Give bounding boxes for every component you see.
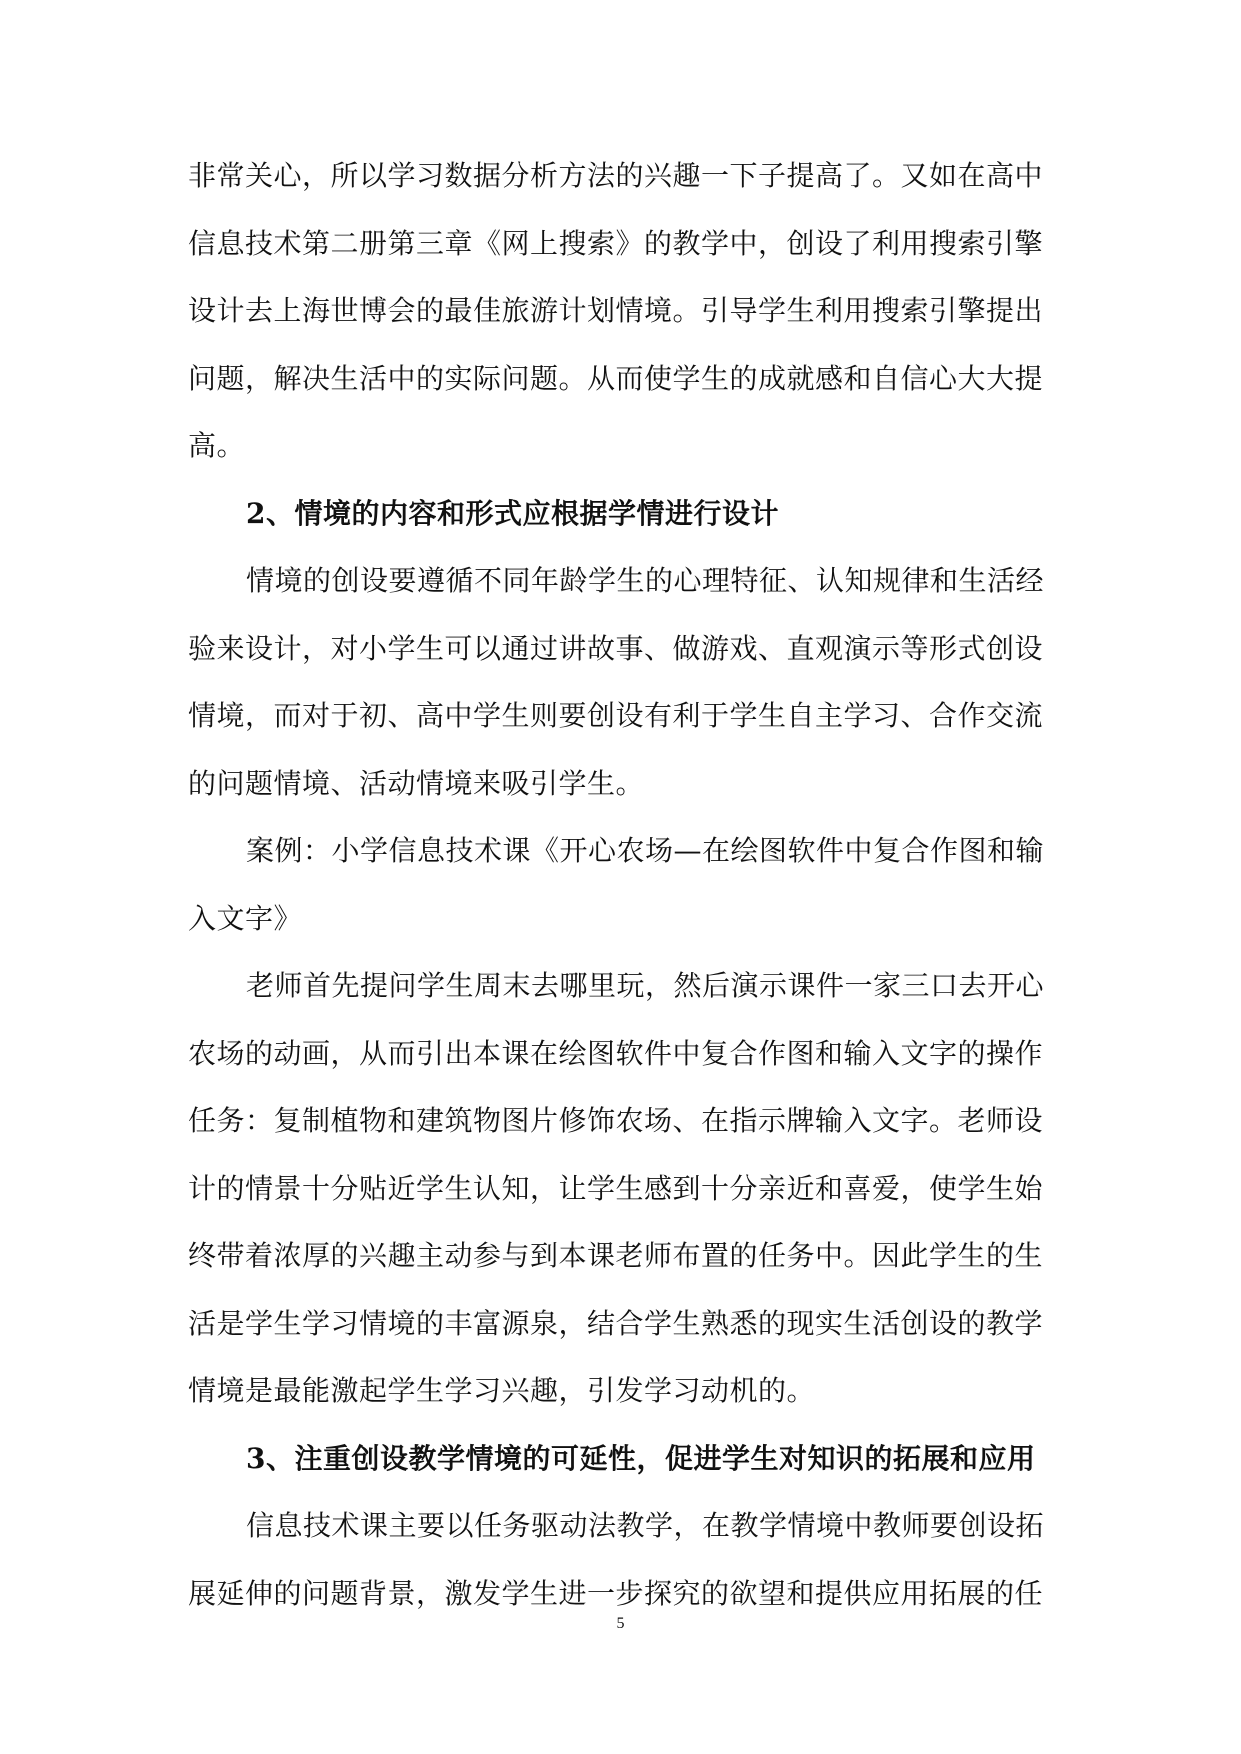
paragraph-line: 非常关心，所以学习数据分析方法的兴趣一下子提高了。又如在高中: [188, 159, 1044, 192]
paragraph-line: 展延伸的问题背景，激发学生进一步探究的欲望和提供应用拓展的任: [188, 1576, 1044, 1610]
page-number: 5: [616, 1615, 625, 1632]
paragraph-line: 信息技术第二册第三章《网上搜索》的教学中，创设了利用搜索引擎: [188, 226, 1044, 260]
section-heading-2: 2、情境的内容和形式应根据学情进行设计: [246, 496, 779, 530]
paragraph-line: 的问题情境、活动情境来吸引学生。: [188, 766, 645, 800]
paragraph-line: 问题，解决生活中的实际问题。从而使学生的成就感和自信心大大提: [188, 361, 1044, 395]
document-body: [188, 142, 1054, 1627]
paragraph-line: 高。: [188, 429, 246, 462]
paragraph-line: 任务：复制植物和建筑物图片修饰农场、在指示牌输入文字。老师设: [188, 1104, 1044, 1137]
paragraph-line: 老师首先提问学生周末去哪里玩，然后演示课件一家三口去开心: [246, 969, 1045, 1002]
paragraph-line: 验来设计，对小学生可以通过讲故事、做游戏、直观演示等形式创设: [188, 631, 1044, 665]
paragraph-line: 终带着浓厚的兴趣主动参与到本课老师布置的任务中。因此学生的生: [188, 1239, 1044, 1272]
paragraph-line: 农场的动画，从而引出本课在绘图软件中复合作图和输入文字的操作: [188, 1036, 1044, 1070]
paragraph-line: 情境的创设要遵循不同年龄学生的心理特征、认知规律和生活经: [246, 564, 1045, 597]
paragraph-line: 情境，而对于初、高中学生则要创设有利于学生自主学习、合作交流: [188, 699, 1044, 732]
paragraph-line: 活是学生学习情境的丰富源泉，结合学生熟悉的现实生活创设的教学: [188, 1306, 1044, 1340]
paragraph-line: 计的情景十分贴近学生认知，让学生感到十分亲近和喜爱，使学生始: [188, 1171, 1044, 1205]
paragraph-line: 设计去上海世博会的最佳旅游计划情境。引导学生利用搜索引擎提出: [188, 294, 1044, 327]
paragraph-line: 信息技术课主要以任务驱动法教学，在教学情境中教师要创设拓: [246, 1509, 1045, 1542]
case-title-line: 入文字》: [188, 901, 303, 935]
section-heading-3: 3、注重创设教学情境的可延性，促进学生对知识的拓展和应用: [246, 1441, 1036, 1475]
case-title-line: 案例：小学信息技术课《开心农场—在绘图软件中复合作图和输: [246, 834, 1045, 867]
paragraph-line: 情境是最能激起学生学习兴趣，引发学习动机的。: [188, 1374, 816, 1407]
